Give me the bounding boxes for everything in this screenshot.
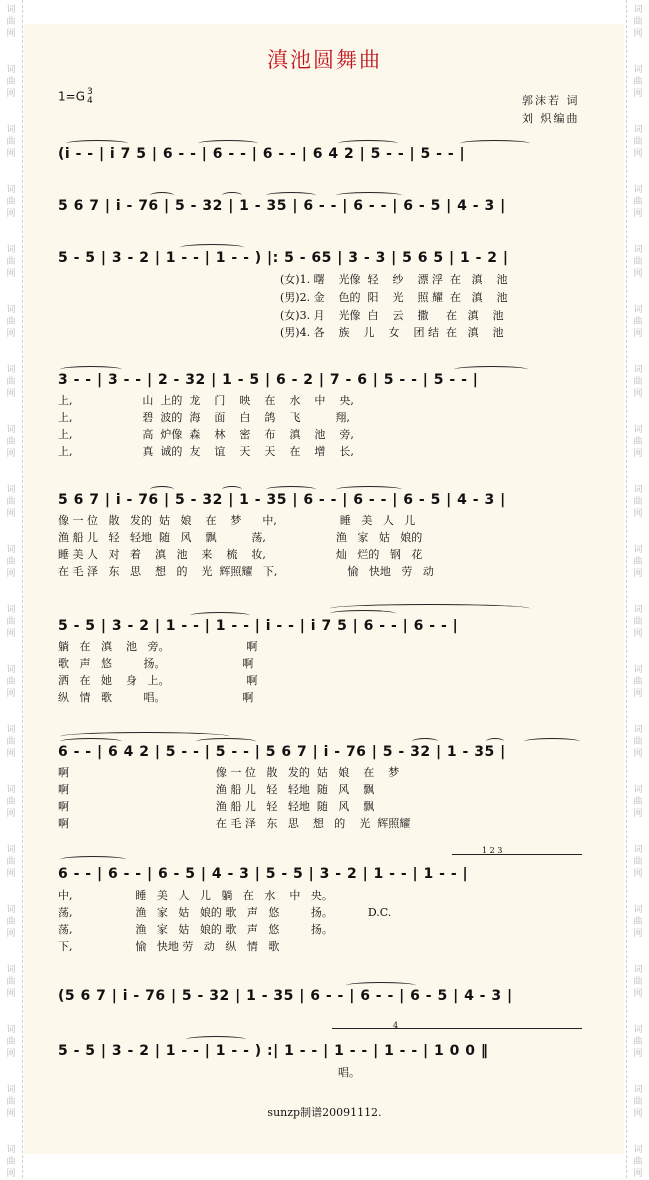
watermark-mark: 词 曲 网 [6,425,16,459]
first-ending-bracket [452,854,582,855]
watermark-mark: 词 曲 网 [633,65,643,99]
slur [330,610,396,617]
melody-line-3: 5 - 5 | 3 - 2 | 1 - - | 1 - - ) |: 5 - 65 | 3 - 3 | 5 6 5 | 1 - 2 | [58,250,509,266]
slur [222,192,242,199]
lyric-line: 荡, 渔 家 姑 娘的 歌 声 悠 扬。 D.C. [58,906,392,919]
slur [150,192,174,199]
lyric-line: (男)2. 金 色的 阳 光 照 耀 在 滇 池 [280,291,508,304]
lyric-line: 上, 高 炉像 森 林 密 布 滇 池 旁, [58,428,354,441]
lyric-line: 纵 情 歌 唱。 啊 [58,691,254,704]
slur [412,738,438,745]
lyric-line: 啊 像 一 位 散 发的 姑 娘 在 梦 [58,766,400,779]
watermark-mark: 词 曲 网 [6,1025,16,1059]
watermark-mark: 词 曲 网 [633,245,643,279]
lyric-line: 上, 山 上的 龙 门 映 在 水 中 央, [58,394,354,407]
slur [346,982,416,989]
watermark-mark: 词 曲 网 [6,785,16,819]
lyric-line: 唱。 [338,1066,360,1079]
key-label: 1=G [58,89,85,104]
key-signature [58,88,93,106]
slur [524,738,580,745]
watermark-mark: 词 曲 网 [6,365,16,399]
watermark-mark: 词 曲 网 [6,545,16,579]
watermark-mark: 词 曲 网 [6,965,16,999]
watermark-mark: 词 曲 网 [633,965,643,999]
watermark-mark: 词 曲 网 [6,245,16,279]
watermark-mark: 词 曲 网 [6,185,16,219]
watermark-mark: 词 曲 网 [6,725,16,759]
slur [196,738,256,745]
watermark-mark: 词 曲 网 [633,845,643,879]
song-title: 滇池圆舞曲 [267,48,382,72]
slur [186,1036,246,1043]
lyric-line: 上, 碧 波的 海 面 白 鸽 飞 翔, [58,411,350,424]
watermark-mark: 词 曲 网 [6,125,16,159]
melody-line-5: 5 6 7 | i̇ - 76 | 5 - 32 | 1 - 35 | 6 - - | 6 - - | 6 - 5 | 4 - 3 | [58,492,506,508]
watermark-mark: 词 曲 网 [633,185,643,219]
watermark-mark: 词 曲 网 [633,725,643,759]
slur [336,486,402,493]
lyric-line: (女)1. 曙 光像 轻 纱 漂 浮 在 滇 池 [280,273,508,286]
watermark-mark: 词 曲 网 [633,905,643,939]
slur [180,244,244,251]
watermark-mark: 词 曲 网 [633,1085,643,1119]
slur [222,486,242,493]
lyric-line: (男)4. 各 族 儿 女 团 结 在 滇 池 [280,326,504,339]
watermark-mark: 词 曲 网 [633,365,643,399]
slur [266,192,316,199]
slur [150,486,174,493]
watermark-mark: 词 曲 网 [633,425,643,459]
lyric-line: 歌 声 悠 扬。 啊 [58,657,254,670]
watermark-mark: 词 曲 网 [633,305,643,339]
melody-line-8: 6 - - | 6 - - | 6 - 5 | 4 - 3 | 5 - 5 | 3 - 2 | 1 - - | 1 - - | [58,866,469,882]
slur [60,738,122,745]
watermark-mark: 词 曲 网 [633,665,643,699]
slur [60,366,122,373]
melody-line-1: (i̇ - - | i̇ 7 5 | 6 - - | 6 - - | 6 - - | 6 4 2 | 5 - - | 5 - - | [58,146,466,162]
lyric-line: 啊 渔 船 儿 轻 轻地 随 风 飘 [58,783,375,796]
first-ending-label: 1 2 3 [482,846,503,855]
arranger-credit: 刘 炽编曲 [522,112,580,125]
lyric-line: 上, 真 诚的 友 谊 天 天 在 增 长, [58,445,354,458]
melody-line-10: 5 - 5 | 3 - 2 | 1 - - | 1 - - ) :| 1 - - | 1 - - | 1 - - | 1 0 0 ‖ [58,1043,489,1059]
slur [66,140,128,147]
right-watermark-rail [626,0,649,1178]
watermark-mark: 词 曲 网 [6,1145,16,1179]
lyric-line: 像 一 位 散 发的 姑 娘 在 梦 中, 睡 美 人 儿 [58,514,416,527]
watermark-mark: 词 曲 网 [6,1085,16,1119]
melody-line-9: (5 6 7 | i̇ - 76 | 5 - 32 | 1 - 35 | 6 - - | 6 - - | 6 - 5 | 4 - 3 | [58,988,513,1004]
slur [486,738,504,745]
lyric-line: 中, 睡 美 人 儿 躺 在 水 中 央。 [58,889,333,902]
lyric-line: 睡 美 人 对 着 滇 池 来 梳 妆, 灿 烂的 钢 花 [58,548,423,561]
watermark-mark: 词 曲 网 [633,485,643,519]
second-ending-bracket [332,1028,582,1029]
melody-line-7: 6 - - | 6 4 2 | 5 - - | 5 - - | 5 6 7 | i̇ - 76 | 5 - 32 | 1 - 35 | [58,744,506,760]
watermark-mark: 词 曲 网 [633,785,643,819]
watermark-mark: 词 曲 网 [6,665,16,699]
watermark-mark: 词 曲 网 [633,1025,643,1059]
watermark-mark: 词 曲 网 [633,125,643,159]
lyric-line: (女)3. 月 光像 白 云 撒 在 滇 池 [280,309,504,322]
lyricist-credit: 郭沫若 词 [522,94,580,107]
slur [60,856,126,863]
watermark-mark: 词 曲 网 [6,845,16,879]
watermark-mark: 词 曲 网 [633,605,643,639]
left-watermark-rail [0,0,23,1178]
melody-line-6: 5 - 5 | 3 - 2 | 1 - - | 1 - - | i̇ - - | i̇ 7 5 | 6 - - | 6 - - | [58,618,459,634]
lyric-line: 洒 在 她 身 上。 啊 [58,674,258,687]
slur [460,140,530,147]
watermark-mark: 词 曲 网 [6,65,16,99]
time-signature: 3 4 [87,87,93,106]
lyric-line: 荡, 渔 家 姑 娘的 歌 声 悠 扬。 [58,923,333,936]
watermark-mark: 词 曲 网 [6,5,16,39]
lyric-line: 啊 渔 船 儿 轻 轻地 随 风 飘 [58,800,375,813]
lyric-line: 躺 在 滇 池 旁。 啊 [58,640,258,653]
watermark-mark: 词 曲 网 [6,905,16,939]
slur [198,140,258,147]
watermark-mark: 词 曲 网 [6,485,16,519]
watermark-mark: 词 曲 网 [6,305,16,339]
second-ending-label: 4 [393,1021,399,1030]
transcriber-note: sunzp制谱20091112. [267,1106,382,1119]
watermark-mark: 词 曲 网 [633,545,643,579]
lyric-line: 啊 在 毛 泽 东 思 想 的 光 辉照耀 [58,817,411,830]
slur [338,140,398,147]
lyric-line: 下, 愉 快地 劳 动 纵 情 歌 [58,940,280,953]
watermark-mark: 词 曲 网 [633,1145,643,1179]
slur [454,366,528,373]
slur [190,612,250,619]
score-sheet [24,24,624,1154]
melody-line-4: 3 - - | 3 - - | 2 - 32 | 1 - 5 | 6 - 2 | 7 - 6 | 5 - - | 5 - - | [58,372,479,388]
melody-line-2: 5 6 7 | i̇ - 76 | 5 - 32 | 1 - 35 | 6 - - | 6 - - | 6 - 5 | 4 - 3 | [58,198,506,214]
lyric-line: 渔 船 儿 轻 轻地 随 风 飘 荡, 渔 家 姑 娘的 [58,531,423,544]
slur [336,192,402,199]
lyric-line: 在 毛 泽 东 思 想 的 光 辉照耀 下, 愉 快地 劳 动 [58,565,434,578]
slur [266,486,316,493]
watermark-mark: 词 曲 网 [6,605,16,639]
watermark-mark: 词 曲 网 [633,5,643,39]
